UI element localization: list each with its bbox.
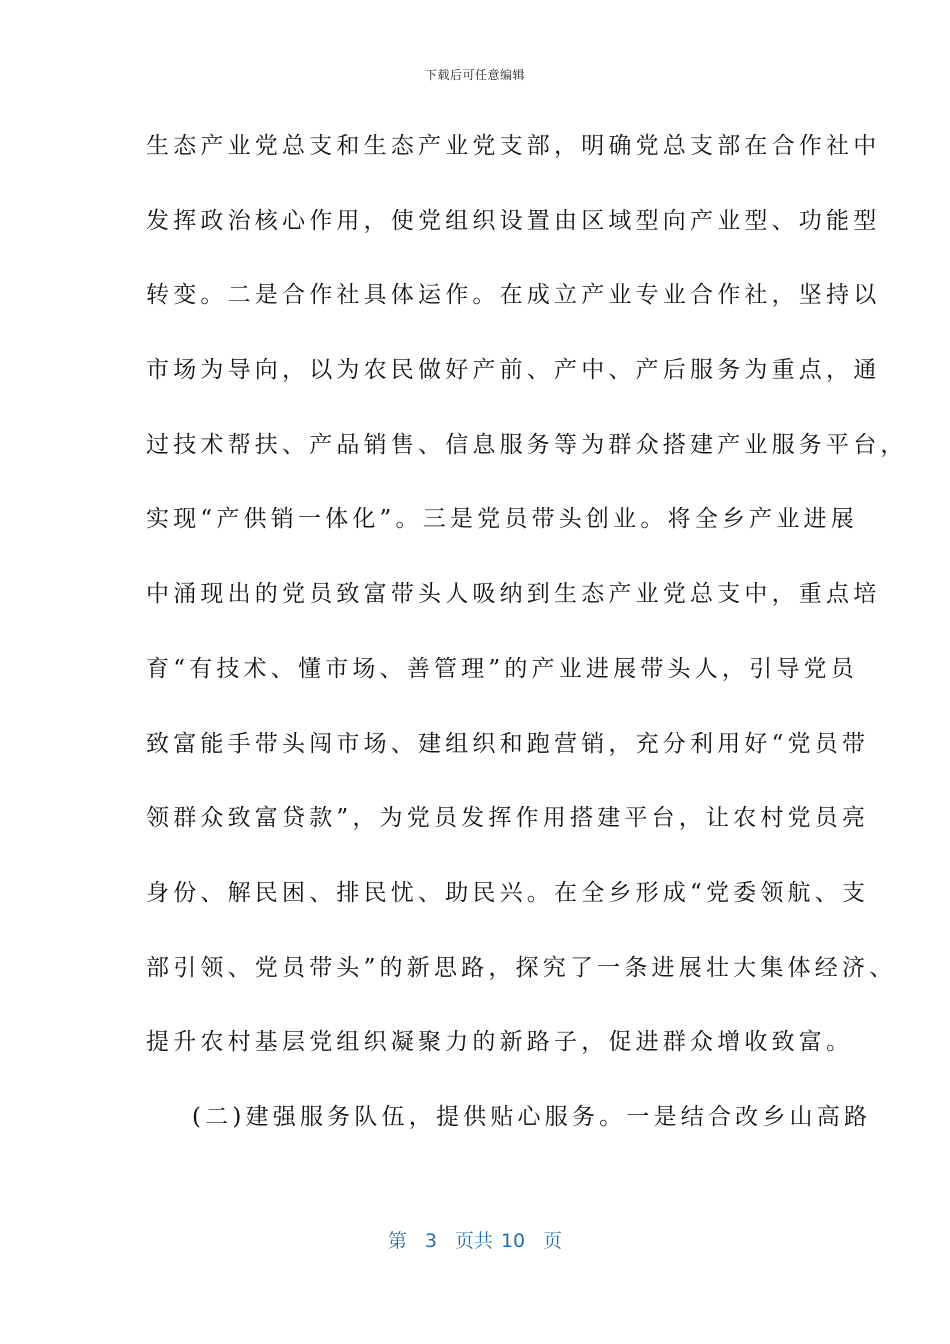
body-line: 提升农村基层党组织凝聚力的新路子，促进群众增收致富。 (146, 1029, 854, 1056)
body-line: 发挥政治核心作用，使党组织设置由区域型向产业型、功能型 (146, 207, 881, 234)
body-line: 致富能手带头闯市场、建组织和跑营销，充分利用好“党员带 (146, 730, 870, 757)
page-number-footer (0, 1226, 950, 1253)
body-line: 身份、解民困、排民忧、助民兴。在全乡形成“党委领航、支 (146, 879, 870, 906)
paragraph-start-line: (二)建强服务队伍，提供贴心服务。一是结合改乡山高路 (192, 1103, 872, 1130)
page-prefix: 第 (387, 1230, 407, 1252)
page-suffix: 页 (543, 1230, 563, 1252)
body-line: 育“有技术、懂市场、善管理”的产业进展带头人，引导党员 (146, 655, 858, 682)
body-line: 生态产业党总支和生态产业党支部，明确党总支部在合作社中 (146, 133, 881, 159)
page-total: 10 (500, 1230, 526, 1252)
body-line: 领群众致富贷款”，为党员发挥作用搭建平台，让农村党员亮 (146, 805, 870, 832)
page-current: 3 (424, 1230, 437, 1252)
body-line: 中涌现出的党员致富带头人吸纳到生态产业党总支中，重点培 (146, 581, 881, 608)
body-line: 过技术帮扶、产品销售、信息服务等为群众搭建产业服务平台， (146, 431, 908, 458)
header-note: 下载后可任意编辑 (424, 68, 525, 82)
document-body (146, 126, 908, 1172)
body-line: 实现“产供销一体化”。三是党员带头创业。将全乡产业进展 (146, 506, 858, 533)
page-mid: 页共 (454, 1230, 493, 1252)
body-line: 市场为导向，以为农民做好产前、产中、产后服务为重点，通 (146, 357, 881, 384)
body-line: 部引领、党员带头”的新思路，探究了一条进展壮大集体经济、 (146, 954, 897, 981)
body-line: 转变。二是合作社具体运作。在成立产业专业合作社，坚持以 (146, 282, 881, 309)
